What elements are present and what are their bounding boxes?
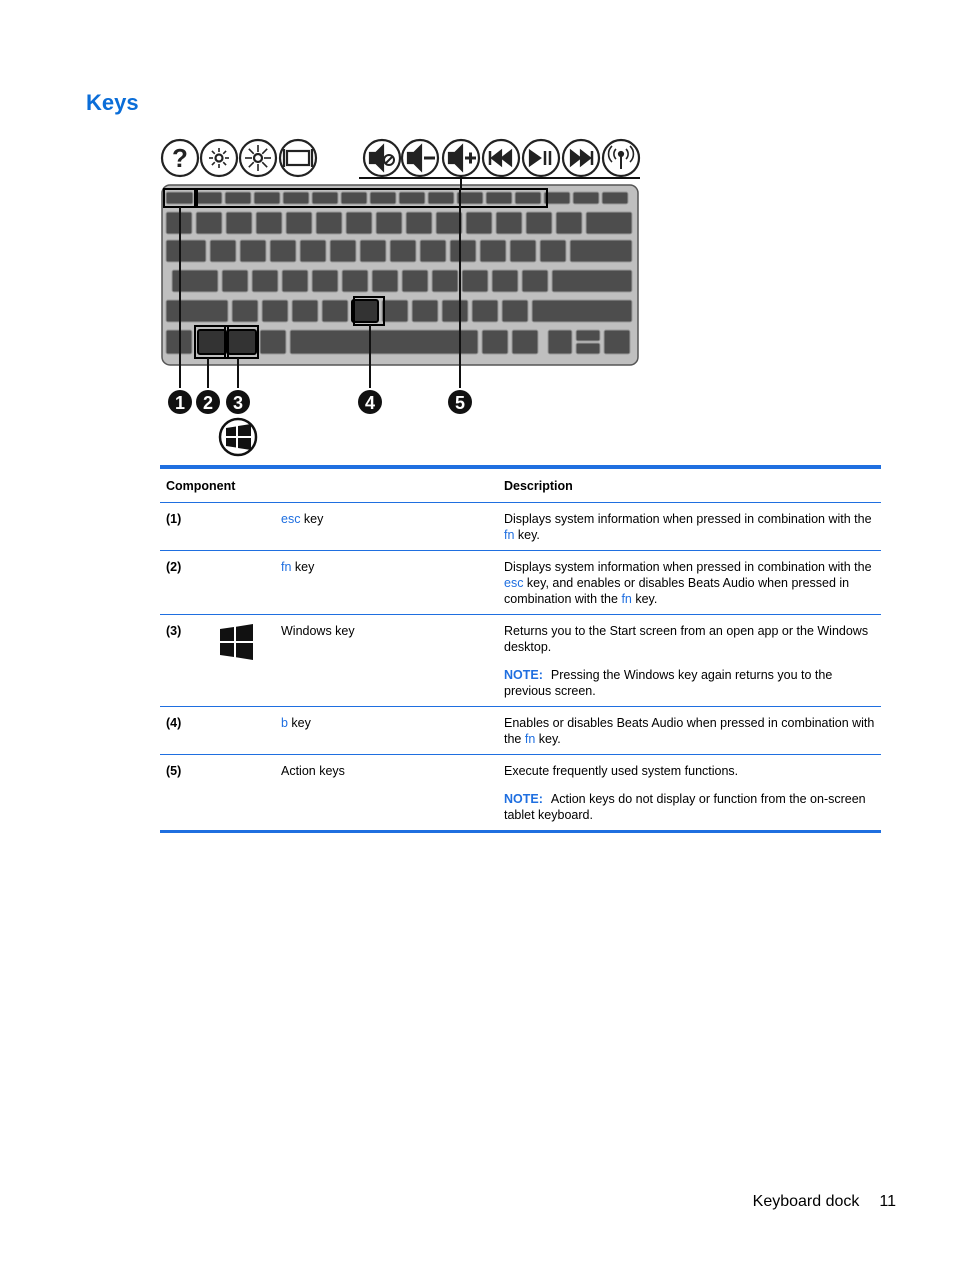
keyboard-key: [436, 212, 462, 234]
keyboard-figure: [156, 130, 646, 460]
component-description: [498, 503, 881, 551]
key-reference: fn: [621, 592, 632, 606]
keyboard-key: [370, 192, 396, 204]
brightness-down-icon: [201, 140, 237, 176]
callout-1: [168, 390, 192, 414]
footer-section: Keyboard dock: [752, 1193, 860, 1210]
keyboard-key: [341, 192, 367, 204]
keyboard-key: [172, 270, 218, 292]
keyboard-key: [232, 300, 258, 322]
keyboard-key: [402, 270, 428, 292]
callout-number: 1: [174, 393, 186, 413]
key-name: b: [281, 716, 288, 730]
display-switch-icon: [280, 140, 316, 176]
component-icon-cell: [205, 503, 275, 551]
header-component: Component: [160, 467, 498, 503]
keyboard-key: [240, 240, 266, 262]
keyboard-key: [260, 330, 286, 354]
note: [504, 791, 875, 823]
description-segment: Enables or disables Beats Audio when pressed in combination with the: [504, 716, 875, 746]
keyboard-key: [570, 240, 632, 262]
page-title: Keys: [86, 90, 139, 115]
keyboard-key: [300, 240, 326, 262]
keyboard-key: [290, 330, 478, 354]
windows-logo-icon: [217, 623, 257, 663]
keyboard-key: [196, 192, 222, 204]
keyboard-key: [352, 300, 378, 322]
keyboard-key: [576, 330, 600, 341]
keyboard-key: [462, 270, 488, 292]
keyboard-key: [226, 212, 252, 234]
previous-track-icon: [483, 140, 519, 176]
key-reference: fn: [504, 528, 515, 542]
table-row: [160, 755, 881, 832]
description-segment: Execute frequently used system functions.: [504, 764, 739, 778]
description-segment: Returns you to the Start screen from an open app or the Windows desktop.: [504, 624, 869, 654]
component-description: [498, 755, 881, 832]
keyboard-key: [210, 240, 236, 262]
key-reference: fn: [524, 732, 536, 746]
keyboard-key: [360, 240, 386, 262]
keyboard-key: [432, 270, 458, 292]
keyboard-key: [222, 270, 248, 292]
page-footer: [753, 1193, 896, 1211]
callout-number: 4: [364, 393, 376, 413]
component-name: Windows key: [275, 615, 498, 707]
keyboard-key: [450, 240, 476, 262]
keyboard-key: [604, 330, 630, 354]
key-suffix: key: [300, 512, 324, 526]
callout-number: 2: [202, 393, 214, 413]
keyboard-key: [270, 240, 296, 262]
keyboard-key: [502, 300, 528, 322]
component-description: [498, 551, 881, 615]
keyboard-key: [586, 212, 632, 234]
keyboard-key: [316, 212, 342, 234]
svg-text:?: ?: [172, 143, 188, 173]
keyboard-key: [376, 212, 402, 234]
description-segment: Displays system information when pressed in combination with the: [504, 512, 872, 526]
keyboard-illustration: [156, 130, 646, 460]
keyboard-key: [262, 300, 288, 322]
windows-logo-icon: [220, 419, 256, 455]
keyboard-key: [512, 330, 538, 354]
keyboard-key: [486, 192, 512, 204]
callout-number: 3: [232, 393, 244, 413]
keyboard-key: [282, 270, 308, 292]
keyboard-key: [526, 212, 552, 234]
keyboard-key: [480, 240, 506, 262]
keyboard-key: [466, 212, 492, 234]
description-segment: key.: [514, 528, 540, 542]
key-reference: esc: [504, 576, 524, 590]
keyboard-key: [312, 270, 338, 292]
keyboard-key: [576, 343, 600, 354]
play-pause-icon: [523, 140, 559, 176]
component-icon-cell: [205, 755, 275, 832]
keyboard-key: [472, 300, 498, 322]
keyboard-key: [252, 270, 278, 292]
description-segment: key.: [631, 592, 658, 606]
note-label: NOTE:: [504, 668, 543, 682]
keyboard-key: [254, 192, 280, 204]
mute-icon: [364, 140, 400, 176]
description-segment: key, and enables or disables Beats Audio when pressed in combination with the: [504, 576, 850, 606]
component-name: [275, 503, 498, 551]
volume-down-icon: [402, 140, 438, 176]
component-number: (2): [160, 551, 205, 615]
callout-5: [448, 390, 472, 414]
description-segment: Displays system information when pressed in combination with the: [504, 560, 872, 574]
keyboard-key: [532, 300, 632, 322]
keyboard-key: [330, 240, 356, 262]
component-icon-cell: [205, 707, 275, 755]
callout-4: [358, 390, 382, 414]
key-name: fn: [281, 560, 292, 574]
keyboard-key: [556, 212, 582, 234]
note-text: Action keys do not display or function from the on-screen tablet keyboard.: [504, 792, 866, 822]
keyboard-key: [166, 300, 228, 322]
callout-2: [196, 390, 220, 414]
keyboard-key: [292, 300, 318, 322]
keyboard-key: [372, 270, 398, 292]
keyboard-key: [166, 192, 193, 204]
key-suffix: key: [291, 560, 315, 574]
description-text: [504, 763, 875, 779]
keyboard-key: [428, 192, 454, 204]
description-text: [504, 623, 875, 655]
page-number: 11: [879, 1193, 896, 1210]
keyboard-key: [492, 270, 518, 292]
description-text: [504, 559, 875, 607]
keyboard-key: [406, 212, 432, 234]
keyboard-key: [382, 300, 408, 322]
keyboard-key: [283, 192, 309, 204]
keyboard-key: [166, 240, 206, 262]
keyboard-key: [442, 300, 468, 322]
keyboard-key: [346, 212, 372, 234]
keyboard-key: [540, 240, 566, 262]
keyboard-key: [412, 300, 438, 322]
keyboard-key: [225, 192, 251, 204]
keyboard-key: [510, 240, 536, 262]
keyboard-key: [399, 192, 425, 204]
keyboard-key: [552, 270, 632, 292]
component-number: (3): [160, 615, 205, 707]
keyboard-key: [256, 212, 282, 234]
brightness-up-icon: [240, 140, 276, 176]
key-name: esc: [281, 512, 301, 526]
keyboard-key: [496, 212, 522, 234]
keyboard-key: [322, 300, 348, 322]
component-name: [275, 551, 498, 615]
description-text: [504, 511, 875, 543]
volume-up-icon: [443, 140, 479, 176]
keyboard-key: [286, 212, 312, 234]
keyboard-key: [482, 330, 508, 354]
keyboard-key: [198, 330, 226, 354]
component-number: (5): [160, 755, 205, 832]
table-row: [160, 551, 881, 615]
keyboard-key: [342, 270, 368, 292]
note: [504, 667, 875, 699]
keyboard-key: [228, 330, 256, 354]
keyboard-key: [602, 192, 628, 204]
component-description: [498, 707, 881, 755]
keyboard-key: [312, 192, 338, 204]
keyboard-key: [522, 270, 548, 292]
callout-number: 5: [454, 393, 466, 413]
note-label: NOTE:: [504, 792, 543, 806]
note-text: Pressing the Windows key again returns you to the previous screen.: [504, 668, 833, 698]
keyboard-key: [390, 240, 416, 262]
components-table: [160, 465, 881, 833]
component-number: (1): [160, 503, 205, 551]
keyboard-key: [515, 192, 541, 204]
keyboard-key: [573, 192, 599, 204]
callout-3: [226, 390, 250, 414]
component-icon-cell: [205, 615, 275, 707]
help-icon: [162, 140, 198, 176]
description-text: [504, 715, 875, 747]
action-key-icons: [162, 140, 639, 176]
keyboard-body: [162, 185, 638, 365]
component-number: (4): [160, 707, 205, 755]
keyboard-key: [196, 212, 222, 234]
component-name: [275, 707, 498, 755]
next-track-icon: [563, 140, 599, 176]
component-description: [498, 615, 881, 707]
component-icon-cell: [205, 551, 275, 615]
keyboard-key: [548, 330, 572, 354]
header-description: Description: [498, 467, 881, 503]
table-row: [160, 503, 881, 551]
keyboard-key: [420, 240, 446, 262]
description-segment: key.: [535, 732, 561, 746]
table-row: [160, 615, 881, 707]
key-suffix: key: [287, 716, 311, 730]
table-row: [160, 707, 881, 755]
component-name: Action keys: [275, 755, 498, 832]
wireless-icon: [603, 140, 639, 176]
table-header-row: [160, 467, 881, 503]
